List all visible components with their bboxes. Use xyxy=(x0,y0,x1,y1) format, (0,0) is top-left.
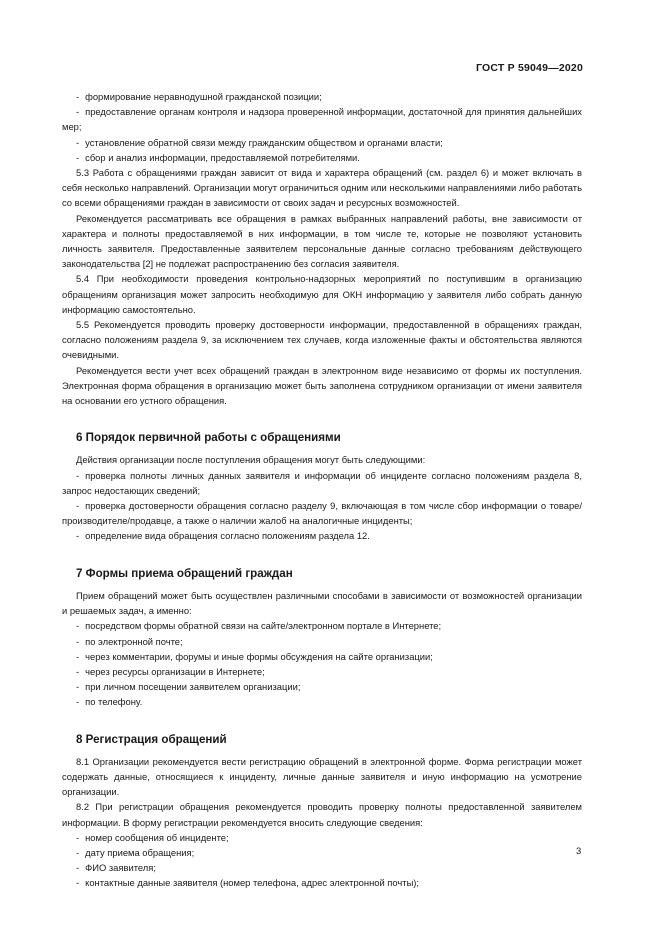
list-item: - номер сообщения об инциденте; xyxy=(76,831,229,843)
section-8-heading: 8 Регистрация обращений xyxy=(76,732,227,746)
list-item: - проверка достоверности обращения согласно разделу 9, включающая в том числе сбор информации о товаре/производителе/продавце, а также о наличии жалоб на аналогичные инциденты; xyxy=(62,500,582,527)
section-6-heading: 6 Порядок первичной работы с обращениями xyxy=(76,431,341,445)
paragraph: Прием обращений может быть осуществлен различными способами в зависимости от возможностей организации и решаемых задач, а именно: xyxy=(62,589,582,617)
list-item: - ФИО заявителя; xyxy=(76,862,156,874)
list-item: - предоставление органам контроля и надзора проверенной информации, достаточной для принятия дальнейших мер; xyxy=(62,106,582,133)
page-content xyxy=(62,89,582,891)
list-item: - сбор и анализ информации, предоставляемой потребителями. xyxy=(76,151,360,163)
list-item: - при личном посещении заявителем организации; xyxy=(76,681,301,693)
paragraph-8-1: 8.1 Организации рекомендуется вести регистрацию обращений в электронной форме. Форма регистрации может содержать данные, относящиеся к инциденту, личные данные заявителя и иную информацию на усмотрение организации. xyxy=(62,755,582,798)
list-item: - по телефону. xyxy=(76,696,143,708)
list-item: - посредством формы обратной связи на сайте/электронном портале в Интернете; xyxy=(76,620,442,632)
paragraph-5-4: 5.4 При необходимости проведения контрольно-надзорных мероприятий по поступившим в организацию обращениям организация может запросить необходимую для ОКН информацию у заявителя либо собрать данную информацию самостоятельно. xyxy=(62,273,582,315)
section-7-heading: 7 Формы приема обращений граждан xyxy=(76,566,293,580)
paragraph: Рекомендуется рассматривать все обращения в рамках выбранных направлений работы, вне зависимости от характера и полноты предоставляемой в них информации, в том числе те, которые не позволяют установить личность заявителя. Предоставленные заявителем персональные данные согласно требованиям действующего законодательства [2] не подлежат распространению без согласия заявителя. xyxy=(62,212,582,270)
paragraph-5-5: 5.5 Рекомендуется проводить проверку достоверности информации, предоставленной в обращениях граждан, согласно положениям раздела 9, за исключением тех случаев, когда изложенные факты и обстоятельства являются очевидными. xyxy=(62,319,582,361)
document-header: ГОСТ Р 59049—2020 xyxy=(475,62,583,74)
list-item: - контактные данные заявителя (номер телефона, адрес электронной почты); xyxy=(76,877,420,889)
list-item: - через ресурсы организации в Интернете; xyxy=(76,665,265,677)
list-item: - через комментарии, форумы и иные формы обсуждения на сайте организации; xyxy=(76,650,433,662)
paragraph-5-3: 5.3 Работа с обращениями граждан зависит от вида и характера обращений (см. раздел 6) и может включать в себя несколько направлений. Организации могут ограничиться одним или несколькими направлениями либо работать со всеми обращениями граждан в зависимости от своих задач и ресурсных возможностей. xyxy=(62,167,582,209)
paragraph: Действия организации после поступления обращения могут быть следующими: xyxy=(76,454,426,466)
list-item: - определение вида обращения согласно положениям раздела 12. xyxy=(76,530,370,542)
list-item: - проверка полноты личных данных заявителя и информации об инциденте согласно положениям раздела 8, запрос недостающих сведений; xyxy=(62,469,582,496)
paragraph: Рекомендуется вести учет всех обращений граждан в электронном виде независимо от формы их поступления. Электронная форма обращения в организацию может быть заполнена сотрудником организации от имени заявителя на основании его устного обращения. xyxy=(62,364,582,407)
page-number: 3 xyxy=(576,845,582,856)
list-item: - по электронной почте; xyxy=(76,635,183,647)
list-item: - установление обратной связи между гражданским обществом и органами власти; xyxy=(76,136,443,148)
list-item: - дату приема обращения; xyxy=(76,846,195,858)
paragraph-8-2: 8.2 При регистрации обращения рекомендуется проводить проверку полноты предоставленной заявителем информации. В форму регистрации рекомендуется вносить следующие сведения: xyxy=(62,801,582,828)
list-item: - формирование неравнодушной гражданской позиции; xyxy=(76,91,322,102)
